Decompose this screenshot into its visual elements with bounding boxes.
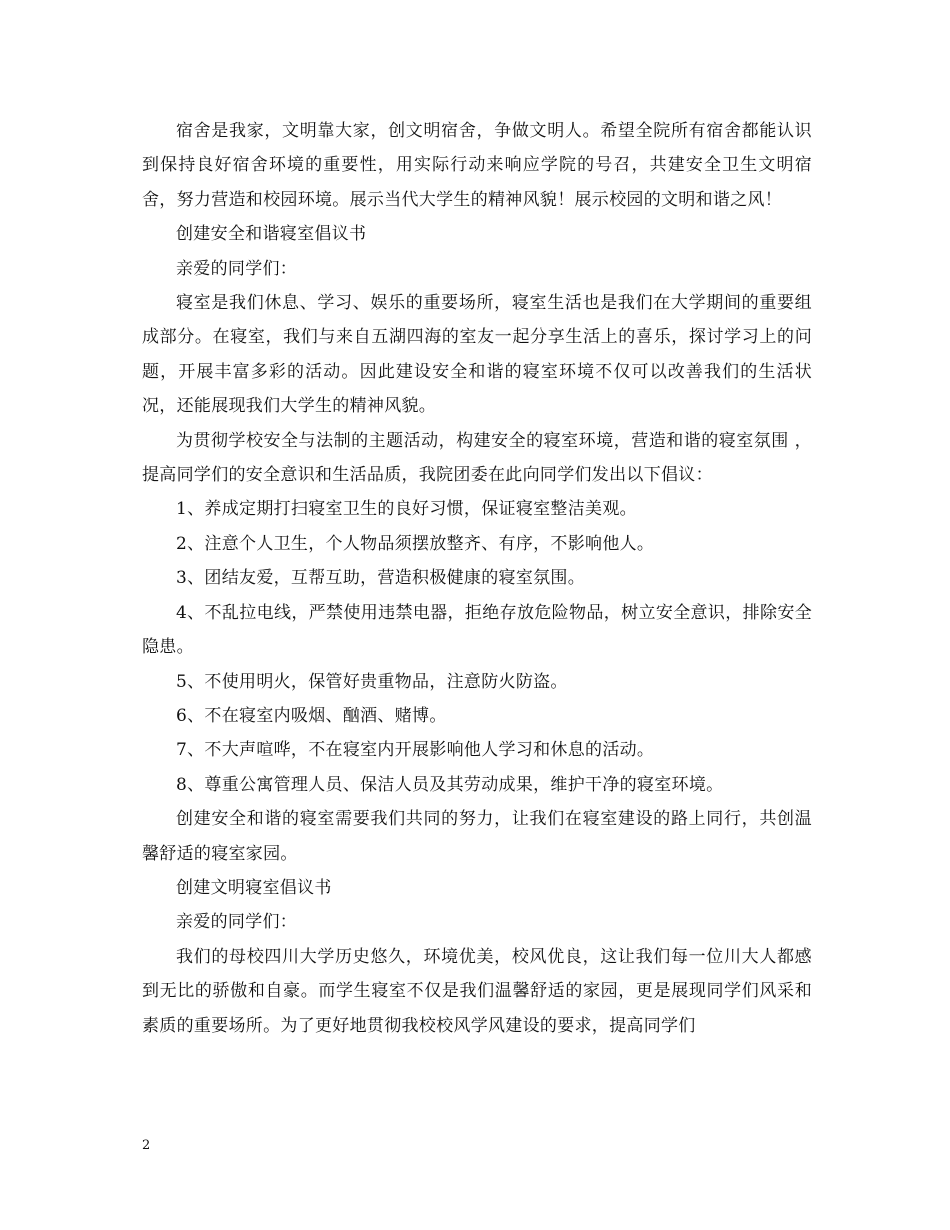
proposal-item-8: 8、尊重公寓管理人员、保洁人员及其劳动成果，维护干净的寝室环境。 (176, 774, 724, 795)
salutation-2: 亲爱的同学们： (176, 912, 298, 933)
proposal-item-6: 6、不在寝室内吸烟、酗酒、赌博。 (176, 705, 447, 726)
salutation: 亲爱的同学们： (176, 258, 298, 279)
paragraph-proposal-intro: 为贯彻学校安全与法制的主题活动，构建安全的寝室环境，营造和谐的寝室氛围 ，提高同学们的安全意识和生活品质，我院团委在此向同学们发出以下倡议： (142, 430, 812, 486)
proposal-item-5: 5、不使用明火，保管好贵重物品，注意防火防盗。 (176, 671, 568, 692)
proposal-item-7: 7、不大声喧哗，不在寝室内开展影响他人学习和休息的活动。 (176, 740, 655, 761)
heading-civilized-dorm-proposal: 创建文明寝室倡议书 (176, 877, 332, 898)
paragraph-dorm-importance: 寝室是我们休息、学习、娱乐的重要场所，寝室生活也是我们在大学期间的重要组成部分。在寝室，我们与来自五湖四海的室友一起分享生活上的喜乐，探讨学习上的问题，开展丰富多彩的活动。因此建设安全和谐的寝室环境不仅可以改善我们的生活状况，还能展现我们大学生的精神风貌。 (142, 293, 812, 417)
paragraph-closing-dorm-home: 宿舍是我家，文明靠大家，创文明宿舍，争做文明人。希望全院所有宿舍都能认识到保持良好宿舍环境的重要性，用实际行动来响应学院的号召，共建安全卫生文明宿舍，努力营造和校园环境。展示当代大学生的精神风貌！展示校园的文明和谐之风！ (142, 121, 812, 210)
proposal-item-2: 2、注意个人卫生，个人物品须摆放整齐、有序，不影响他人。 (176, 533, 655, 554)
document-body (142, 114, 812, 1043)
paragraph-closing-together: 创建安全和谐的寝室需要我们共同的努力，让我们在寝室建设的路上同行，共创温馨舒适的寝室家园。 (142, 809, 812, 864)
heading-safe-harmonious-dorm-proposal: 创建安全和谐寝室倡议书 (176, 224, 367, 245)
proposal-item-4: 4、不乱拉电线，严禁使用违禁电器，拒绝存放危险物品，树立安全意识，排除安全隐患。 (142, 602, 812, 658)
paragraph-sichuan-university: 我们的母校四川大学历史悠久，环境优美，校风优良，这让我们每一位川大人都感到无比的骄傲和自豪。而学生寝室不仅是我们温馨舒适的家园，更是展现同学们风采和素质的重要场所。为了更好地贯彻我校校风学风建设的要求，提高同学们 (142, 946, 812, 1036)
proposal-item-3: 3、团结友爱，互帮互助，营造积极健康的寝室氛围。 (176, 568, 586, 589)
page-number: 2 (142, 1138, 151, 1153)
proposal-item-1: 1、养成定期打扫寝室卫生的良好习惯，保证寝室整洁美观。 (176, 499, 637, 520)
